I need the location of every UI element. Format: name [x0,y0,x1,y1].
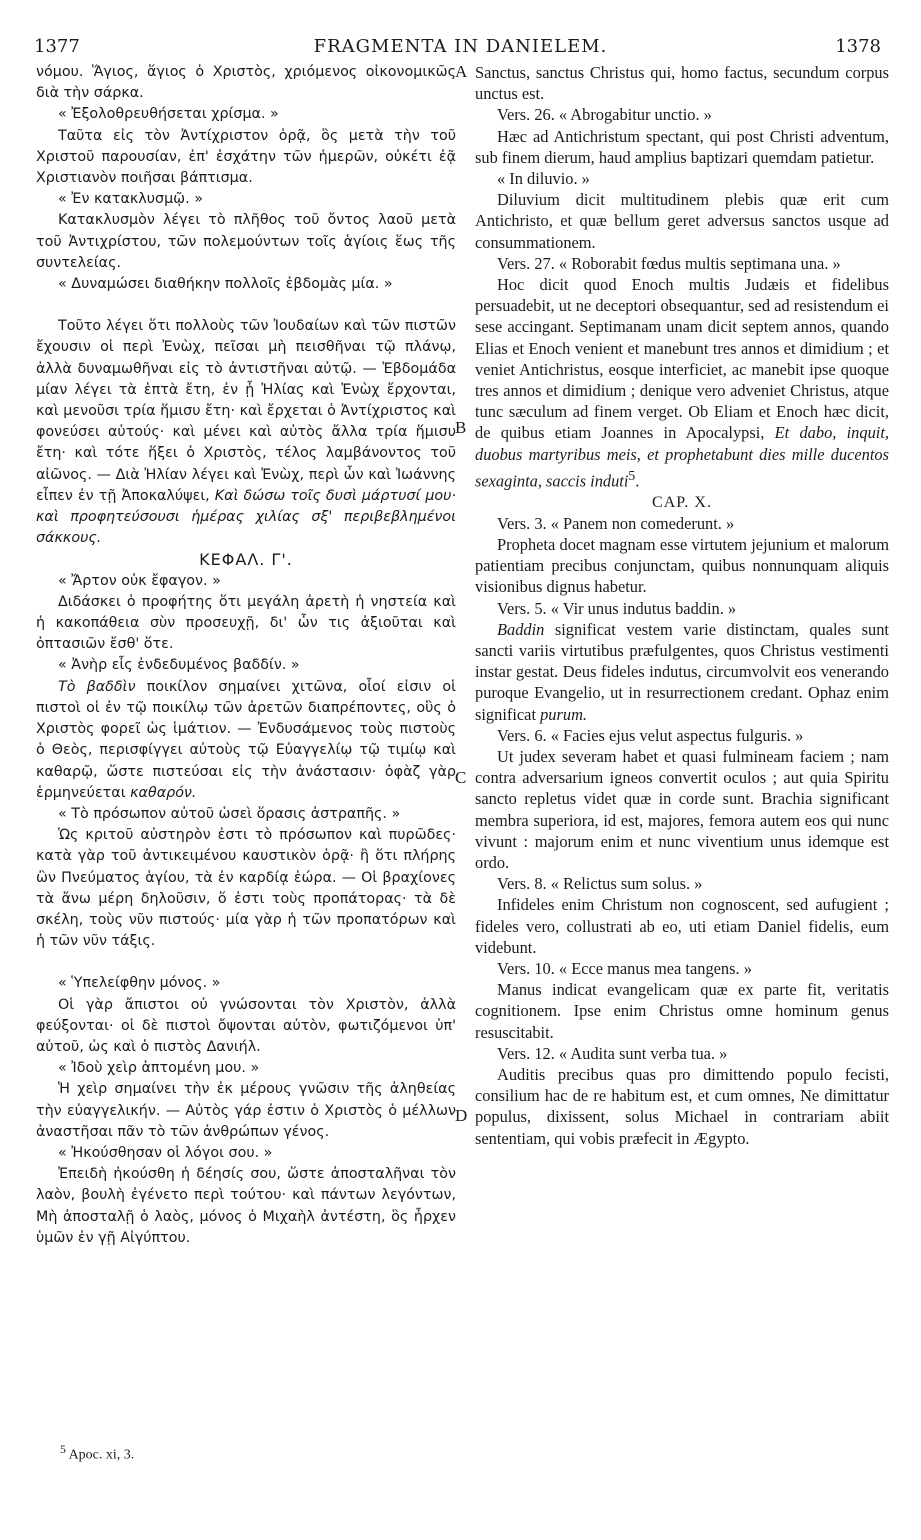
greek-lemma: « Ἐν κατακλυσμῷ. » [58,191,203,208]
greek-text: Ἐπειδὴ ἠκούσθη ἡ δέησίς σου, ὥστε ἀποσταλῆναι τὸν λαὸν, βουλὴ ἐγένετο περὶ τούτου· καὶ πάντων λεγόντων, Μὴ ἀποσταλῇ ὁ λαὸς, μόνος ὁ Μιχαὴλ ἀντέστη, ὃς ἦρχεν ὑμῶν ἐν γῇ Αἰγύπτου. [36,1166,456,1246]
footnote-text: Apoc. xi, 3. [68,1447,135,1463]
greek-italic-term: Τὸ βαδδὶν [58,678,136,695]
footnote-mark: 5 [60,1443,66,1456]
greek-spacer [36,295,456,316]
latin-text: Diluvium dicit multitudinem plebis quæ erit cum Antichristo, et quæ bellum geret adversus sanctos usque ad consummationem. [475,190,889,252]
latin-lemma: Vers. 27. « Roborabit fœdus multis septimana una. » [497,253,841,273]
greek-lemma: « Ἐξολοθρευθήσεται χρίσμα. » [58,106,279,123]
latin-paragraph [475,189,889,253]
latin-lemma: Vers. 26. « Abrogabitur unctio. » [497,105,712,125]
greek-text: Ἡ χεὶρ σημαίνει τὴν ἐκ μέρους γνῶσιν τῆς ἀληθείας τὴν εὐαγγελικήν. — Αὐτὸς γάρ ἐστιν ὁ Χριστὸς ὁ μέλλων ἀναστῆσαι πᾶν τὸ τῶν ἀνθρώπων γένος. [36,1081,456,1140]
margin-letter-d: D [455,1106,468,1125]
latin-italic-quote: purum. [540,704,588,724]
latin-paragraph [475,894,889,958]
latin-text: significat vestem varie distinctam, quales sunt sancti variis virtutibus præfulgentes, quos Christus vestimenti instar gestat. Deus fideles indutus, circumvolvit eos venerando puroque Evangelio, ut in resurrectionem credant. Ophaz enim significat [475,619,889,724]
greek-paragraph [36,126,456,190]
latin-paragraph [475,746,889,873]
latin-paragraph [475,979,889,1043]
latin-footnote-ref: 5 [628,467,636,483]
greek-lemma: « Ἠκούσθησαν οἱ λόγοι σου. » [58,1144,273,1161]
greek-text: ποικίλον σημαίνει χιτῶνα, οἷοί εἰσιν οἱ πιστοὶ οἱ ἐν τῷ ποικίλῳ τῶν ἀρετῶν διαπρέποντες, οὓς ὁ Χριστὸς φορεῖ ὡς ἱμάτιον. — Ἐνδυσάμενος τοὺς πιστοὺς ὁ Θεὸς, περισφίγγει αὐτοὺς τῷ Εὐαγγελίῳ τῷ τιμίῳ καὶ καθαρῷ, ὥστε πιστεύσαι εἰς τὴν ἀνάστασιν· ὀφὰζ γὰρ ἑρμηνεύεται [36,678,456,801]
latin-paragraph [475,534,889,598]
latin-paragraph [475,62,889,104]
greek-lemma: « Τὸ πρόσωπον αὐτοῦ ὡσεὶ ὅρασις ἀστραπῆς. » [58,805,401,822]
greek-text: Κατακλυσμὸν λέγει τὸ πλῆθος τοῦ ὄντος λαοῦ μετὰ τοῦ Ἀντιχρίστου, τῶν πολεμούντων τοῖς ἁγίοις ἕως τῆς συντελείας. [36,212,456,271]
latin-italic-term: Baddin [497,619,545,639]
latin-lemma: Vers. 3. « Panem non comederunt. » [497,513,735,533]
latin-text: Hoc dicit quod Enoch multis Judæis et fidelibus persuadebit, ut ne deceptori obsequantur, sed ad resistendum ei sese accingant. Septimanam unam dicit septem annos, quando Elias et Enoch venient et manebunt tres annos et dimidium ; et veniet Antichristus, eosque interficiet, ac manebit ipse quoque tres annos et dimidium ; denique vero adveniet Christus, atque tunc sæculum ad finem verget. Ob Eliam et Enoch hæc dicit, de quibus etiam Joannes in Apocalypsi, [475,275,889,443]
latin-text: Sanctus, sanctus Christus qui, homo factus, secundum corpus unctus est. [475,63,889,104]
latin-lemma: Vers. 6. « Facies ejus velut aspectus fulguris. » [497,725,804,745]
greek-paragraph [36,210,456,274]
latin-lemma: « In diluvio. » [497,169,590,189]
latin-text: Propheta docet magnam esse virtutem jejunium et malorum patientiam precibus conjunctam, quibus nonnunquam aliquis visionibus dignus habetur. [475,534,889,597]
latin-text: Ut judex severam habet et quasi fulmineam faciem ; nam contra adversarium igneos convertit oculos ; aut quia Spiritu sancto repletus videt quæ in corde sunt. Brachia significant membra superiora, id est, majores, femora autem eos qui nunc vivunt : majorum enim et nunc viventium unus idemque est ordo. [475,746,889,872]
latin-lemma: Vers. 5. « Vir unus indutus baddin. » [497,598,737,618]
latin-column [475,62,889,1149]
greek-paragraph [36,677,456,804]
greek-text: νόμου. Ἅγιος, ἅγιος ὁ Χριστὸς, χριόμενος οἰκονομικῶς διὰ τὴν σάρκα. [36,64,456,102]
greek-lemma: « Ὑπελείφθην μόνος. » [58,975,221,992]
greek-column [36,62,456,1249]
right-page-number: 1378 [835,36,881,57]
greek-lemma: « Δυναμώσει διαθήκην πολλοῖς ἑβδομὰς μία. » [58,276,393,293]
running-title: FRAGMENTA IN DANIELEM. [313,36,608,57]
greek-italic-quote: καθαρόν. [130,784,197,801]
latin-paragraph [475,274,889,492]
latin-lemma: Vers. 8. « Relictus sum solus. » [497,874,703,894]
latin-paragraph [475,126,889,168]
latin-paragraph [475,1064,889,1149]
latin-lemma: Vers. 10. « Ecce manus mea tangens. » [497,959,752,978]
footnote [60,1443,134,1464]
greek-paragraph [36,995,456,1059]
greek-lemma: « Ἀνὴρ εἷς ἐνδεδυμένος βαδδίν. » [58,657,300,674]
latin-tail: . [635,471,640,491]
latin-italic-quote: Et dabo, inquit, duobus martyribus meis, et prophetabunt dies mille ducentos sexaginta, saccis induti [475,423,889,491]
margin-letter-b: B [455,418,467,437]
greek-paragraph [36,1164,456,1249]
greek-paragraph [36,62,456,104]
greek-text: Τοῦτο λέγει ὅτι πολλοὺς τῶν Ἰουδαίων καὶ τῶν πιστῶν ἔχουσιν οἱ περὶ Ἐνὼχ, πεῖσαι μὴ πεισθῆναι τῷ πλάνῳ, ἀλλὰ δυναμωθῆναι εἰς τὸ ἀντιστῆναι αὐτῷ. — Ἑβδομάδα μίαν λέγει τὰ ἑπτὰ ἔτη, ἐν ᾗ Ἠλίας καὶ Ἐνὼχ ἔρχονται, καὶ μενοῦσι τρία ἥμισυ ἔτη· καὶ ἔρχεται ὁ Ἀντίχριστος καὶ φονεύσει αὐτούς· καὶ μένει καὶ αὐτὸς ἄλλα τρία ἥμισυ ἔτη· καὶ τότε ἥξει ὁ Χριστὸς, τέλος λαμβάνοντος τοῦ αἰῶνος. — Διὰ Ἠλίαν λέγει καὶ Ἐνὼχ, περὶ ὧν καὶ Ἰωάννης εἶπεν ἐν τῇ Ἀποκαλύψει, [36,318,456,504]
left-page-number: 1377 [34,36,80,57]
latin-text: Auditis precibus quas pro dimittendo populo fecisti, consilium hac de re habitum est, et cum omnes, Ne dimittatur populus, dixissent, solus Michael in contrariam abiit sententiam, qui vobis præfecit in Ægypto. [475,1065,889,1148]
latin-text: Hæc ad Antichristum spectant, qui post Christi adventum, sub finem dierum, haud amplius baptizari quemdam patietur. [475,126,889,167]
greek-paragraph [36,825,456,952]
greek-italic-quote: Καὶ δώσω τοῖς δυσὶ μάρτυσί μου· καὶ προφητεύσουσι ἡμέρας χιλίας σξ' περιβεβλημένοι σάκκους. [36,487,456,547]
latin-text: Manus indicat evangelicam quæ ex parte fit, veritatis cognitionem. Ipse enim Christus omne hominum genus resuscitabit. [475,980,889,1042]
greek-paragraph [36,1079,456,1143]
margin-letter-a: A [455,62,468,81]
greek-text: Ὡς κριτοῦ αὐστηρὸν ἐστι τὸ πρόσωπον καὶ πυρῶδες· κατὰ γὰρ τοῦ ἀντικειμένου καυστικὸν ὁρᾷ· ἢ ὅτι πλήρης ὢν Πνεύματος ἁγίου, τὰ ἐν καρδίᾳ ἑώρα. — Οἱ βραχίονες τὰ ἄνω μέρη δηλοῦσιν, ὅ ἐστι τοὺς προπάτορας· τὰ δὲ σκέλη, τοὺς νῦν πιστούς· μία γὰρ ἡ τῶν προπατόρων καὶ ἡ τῶν νῦν τάξις. [36,827,456,950]
greek-text: Ταῦτα εἰς τὸν Ἀντίχριστον ὁρᾷ, ὃς μετὰ τὴν τοῦ Χριστοῦ παρουσίαν, ἐπ' ἐσχάτην τῶν ἡμερῶν, οὐκέτι ἐᾷ Χριστιανὸν ποιῆσαι βάπτισμα. [36,127,456,187]
margin-letter-c: C [455,768,467,787]
latin-text: Infideles enim Christum non cognoscent, sed aufugient ; fideles vero, collustrati ab eo, uti etiam Daniel fidelis, eum videbunt. [475,895,889,957]
greek-spacer [36,952,456,973]
greek-chapter-heading: ΚΕΦΑΛ. Γ'. [199,550,293,570]
latin-paragraph [475,619,889,725]
greek-text: Οἱ γὰρ ἄπιστοι οὐ γνώσονται τὸν Χριστὸν, ἀλλὰ φεύξονται· οἱ δὲ πιστοὶ ὄψονται αὐτὸν, φωτιζόμενοι ὑπ' αὐτοῦ, ὡς καὶ ὁ πιστὸς Δανιήλ. [36,996,456,1055]
greek-paragraph [36,592,456,656]
latin-lemma: Vers. 12. « Audita sunt verba tua. » [497,1043,728,1063]
greek-text: Διδάσκει ὁ προφήτης ὅτι μεγάλη ἀρετὴ ἡ νηστεία καὶ ἡ κακοπάθεια σὺν προσευχῇ, δι' ὧν τις ἀξιοῦται καὶ ὀπτασιῶν ἔσθ' ὅτε. [36,593,456,653]
greek-lemma: « Ἄρτον οὐκ ἔφαγον. » [58,572,221,589]
greek-paragraph [36,316,456,549]
latin-chapter-heading: CAP. X. [652,493,712,511]
greek-lemma: « Ἰδοὺ χεὶρ ἁπτομένη μου. » [58,1060,260,1077]
